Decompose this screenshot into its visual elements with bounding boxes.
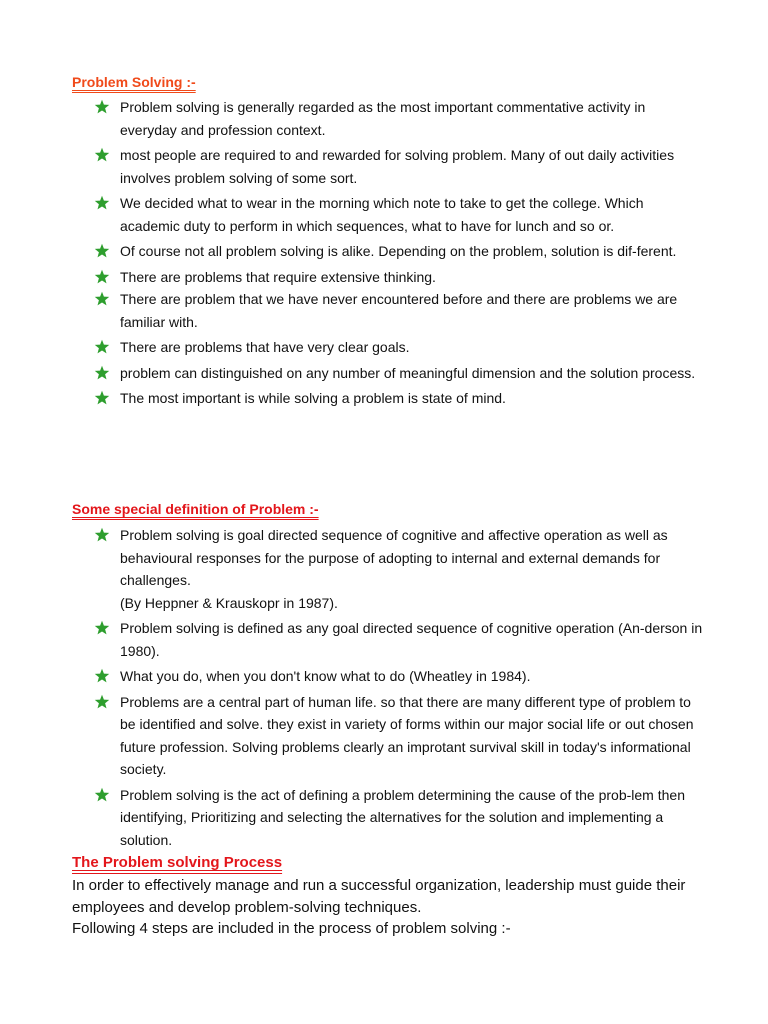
process-steps-text: Following 4 steps are included in the process of problem solving :- <box>72 920 511 937</box>
list-item-text: There are problem that we have never encountered before and there are problems we are familiar with. <box>120 291 678 330</box>
green-star-icon <box>94 99 110 115</box>
green-star-icon <box>94 527 110 543</box>
list-item <box>94 288 704 333</box>
process-paragraph <box>72 875 712 940</box>
list-item <box>94 617 704 662</box>
list-item <box>94 665 704 688</box>
list-item-text: Problem solving is generally regarded as the most important commentative activity in everyday and profession context. <box>120 99 646 138</box>
list-item-text: Of course not all problem solving is alike. Depending on the problem, solution is dif-ferent. <box>120 243 677 259</box>
list-item-text: What you do, when you don't know what to do (Wheatley in 1984). <box>120 668 531 684</box>
list-item <box>94 387 704 410</box>
problem-solving-list <box>94 96 704 413</box>
green-star-icon <box>94 291 110 307</box>
citation-text: (By Heppner & Krauskopr in 1987). <box>120 594 338 611</box>
list-item-text: There are problems that have very clear goals. <box>120 339 410 355</box>
list-item-text: There are problems that require extensive thinking. <box>120 268 436 285</box>
list-item <box>94 144 704 189</box>
section-heading-special-definition: Some special definition of Problem :- <box>72 501 319 517</box>
green-star-icon <box>94 365 110 381</box>
green-star-icon <box>94 243 110 259</box>
list-item <box>94 192 704 237</box>
list-item <box>94 691 704 781</box>
green-star-icon <box>94 269 110 285</box>
list-item-text: Problem solving is goal directed sequence of cognitive and affective operation as well as behavioural responses for the purpose of adopting to internal and external demands for challenges. <box>120 527 668 588</box>
list-item-text: problem can distinguished on any number of meaningful dimension and the solution process. <box>120 364 696 381</box>
green-star-icon <box>94 339 110 355</box>
list-item <box>94 336 704 359</box>
section-heading-problem-solving: Problem Solving :- <box>72 74 196 90</box>
list-item-text: Problem solving is defined as any goal directed sequence of cognitive operation (An-derson in 1980). <box>120 620 703 659</box>
green-star-icon <box>94 195 110 211</box>
list-item <box>94 784 704 852</box>
process-intro-text: In order to effectively manage and run a successful organization, leadership must guide their employees and develop problem-solving techniques. <box>72 877 686 916</box>
list-item <box>94 240 704 263</box>
list-item <box>94 96 704 141</box>
green-star-icon <box>94 668 110 684</box>
section-heading-process: The Problem solving Process <box>72 854 283 871</box>
definition-list <box>94 524 704 854</box>
list-item-text: Problem solving is the act of defining a problem determining the cause of the prob-lem then identifying, Prioritizing and selecting the alternatives for the solution and implementing a solution. <box>120 786 685 848</box>
list-item <box>94 362 704 385</box>
green-star-icon <box>94 147 110 163</box>
list-item-text: We decided what to wear in the morning which note to take to get the college. Which academic duty to perform in which sequences, what to have for lunch and so or. <box>120 195 644 234</box>
list-item-text: The most important is while solving a problem is state of mind. <box>120 390 506 406</box>
green-star-icon <box>94 694 110 710</box>
list-item-text: most people are required to and rewarded for solving problem. Many of out daily activities involves problem solving of some sort. <box>120 147 675 186</box>
list-item <box>94 266 704 289</box>
list-item <box>94 524 704 614</box>
list-item-text: Problems are a central part of human life. so that there are many different type of problem to be identified and solve. they exist in variety of forms within our major social life or out chosen future profession. Solving problems clearly an improtant survival skill in today's informational society. <box>120 693 694 777</box>
green-star-icon <box>94 787 110 803</box>
green-star-icon <box>94 620 110 636</box>
green-star-icon <box>94 390 110 406</box>
